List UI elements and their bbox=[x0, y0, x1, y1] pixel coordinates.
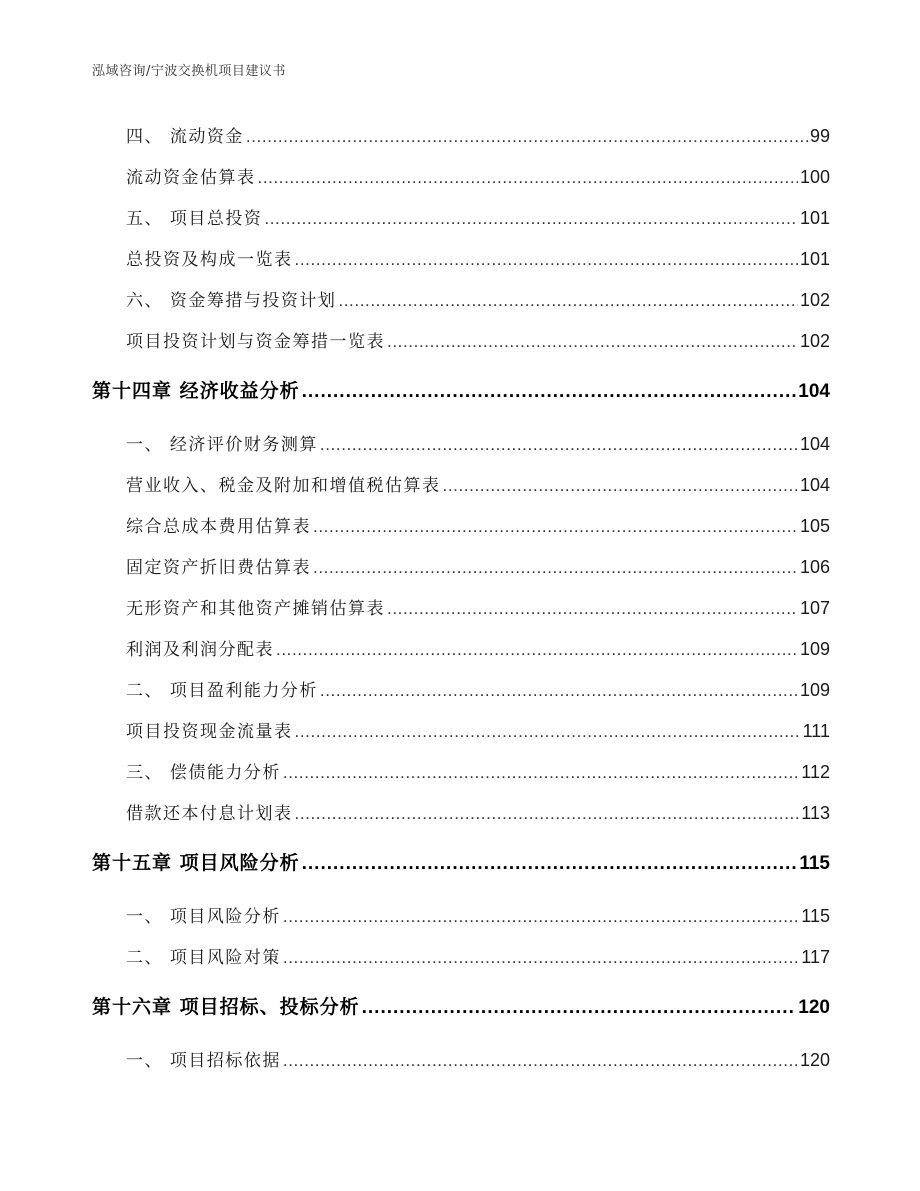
toc-page-number: 115 bbox=[801, 906, 830, 926]
toc-dot-leader bbox=[295, 804, 800, 824]
toc-section-entry[interactable] bbox=[92, 676, 830, 701]
toc-page-number: 102 bbox=[799, 331, 830, 351]
toc-dot-leader bbox=[283, 948, 799, 968]
toc-page-number: 105 bbox=[799, 516, 830, 536]
toc-section-entry[interactable] bbox=[92, 902, 830, 927]
toc-section-entry[interactable] bbox=[92, 286, 830, 311]
toc-section-entry[interactable] bbox=[92, 163, 830, 188]
toc-section-entry[interactable] bbox=[92, 430, 830, 455]
toc-entry-title: 一、 项目招标依据 bbox=[126, 1051, 281, 1071]
toc-page-number: 104 bbox=[799, 475, 830, 495]
toc-entry-title: 流动资金估算表 bbox=[126, 168, 256, 188]
toc-dot-leader bbox=[283, 763, 799, 783]
toc-entry-title: 第十六章 项目招标、投标分析 bbox=[92, 996, 360, 1018]
toc-dot-leader bbox=[338, 291, 798, 311]
toc-dot-leader bbox=[258, 168, 798, 188]
toc-entry-title: 四、 流动资金 bbox=[126, 127, 244, 147]
toc-dot-leader bbox=[295, 722, 801, 742]
toc-page-number: 104 bbox=[798, 381, 830, 402]
toc-dot-leader bbox=[320, 681, 798, 701]
toc-dot-leader bbox=[387, 599, 798, 619]
toc-entry-title: 三、 偿债能力分析 bbox=[126, 763, 281, 783]
toc-entry-title: 五、 项目总投资 bbox=[126, 209, 263, 229]
toc-dot-leader bbox=[387, 332, 798, 352]
toc-page-number: 109 bbox=[799, 680, 830, 700]
toc-section-entry[interactable] bbox=[92, 327, 830, 352]
toc-dot-leader bbox=[264, 209, 798, 229]
toc-section-entry[interactable] bbox=[92, 471, 830, 496]
toc-entry-title: 项目投资计划与资金筹措一览表 bbox=[126, 332, 385, 352]
toc-page-number: 109 bbox=[799, 639, 830, 659]
toc-entry-title: 一、 项目风险分析 bbox=[126, 907, 281, 927]
running-header: 泓域咨询/宁波交换机项目建议书 bbox=[92, 64, 286, 79]
toc-section-entry[interactable] bbox=[92, 1046, 830, 1071]
toc-page-number: 99 bbox=[809, 126, 830, 146]
toc-section-entry[interactable] bbox=[92, 594, 830, 619]
toc-dot-leader bbox=[295, 250, 798, 270]
toc-chapter-entry[interactable] bbox=[92, 992, 830, 1019]
toc-section-entry[interactable] bbox=[92, 717, 830, 742]
toc-section-entry[interactable] bbox=[92, 122, 830, 147]
toc-entry-title: 项目投资现金流量表 bbox=[126, 722, 293, 742]
toc-page-number: 102 bbox=[799, 290, 830, 310]
toc-dot-leader bbox=[283, 1051, 798, 1071]
toc-dot-leader bbox=[302, 381, 797, 403]
toc-dot-leader bbox=[276, 640, 798, 660]
toc-chapter-entry[interactable] bbox=[92, 376, 830, 403]
toc-dot-leader bbox=[302, 853, 798, 875]
toc-page-number: 106 bbox=[799, 557, 830, 577]
toc-page-number: 107 bbox=[799, 598, 830, 618]
toc-page-number: 120 bbox=[799, 1050, 830, 1070]
toc-section-entry[interactable] bbox=[92, 758, 830, 783]
toc-section-entry[interactable] bbox=[92, 245, 830, 270]
toc-page-number: 117 bbox=[801, 947, 830, 967]
toc-entry-title: 无形资产和其他资产摊销估算表 bbox=[126, 599, 385, 619]
toc-section-entry[interactable] bbox=[92, 553, 830, 578]
toc-dot-leader bbox=[313, 558, 798, 578]
toc-entry-title: 第十五章 项目风险分析 bbox=[92, 852, 300, 874]
toc-page-number: 115 bbox=[799, 853, 830, 874]
toc-section-entry[interactable] bbox=[92, 204, 830, 229]
toc-entry-title: 六、 资金筹措与投资计划 bbox=[126, 291, 337, 311]
toc-entry-title: 综合总成本费用估算表 bbox=[126, 517, 311, 537]
toc-dot-leader bbox=[320, 435, 798, 455]
toc-entry-title: 借款还本付息计划表 bbox=[126, 804, 293, 824]
toc-entry-title: 总投资及构成一览表 bbox=[126, 250, 293, 270]
toc-entry-title: 固定资产折旧费估算表 bbox=[126, 558, 311, 578]
toc-chapter-entry[interactable] bbox=[92, 848, 830, 875]
toc-entry-title: 二、 项目风险对策 bbox=[126, 948, 281, 968]
toc-dot-leader bbox=[362, 997, 797, 1019]
toc-dot-leader bbox=[246, 127, 808, 147]
toc-page-number: 101 bbox=[799, 249, 830, 269]
toc-page-number: 104 bbox=[799, 434, 830, 454]
toc-entry-title: 第十四章 经济收益分析 bbox=[92, 380, 300, 402]
toc-page-number: 113 bbox=[801, 803, 830, 823]
toc-entry-title: 营业收入、税金及附加和增值税估算表 bbox=[126, 476, 441, 496]
toc-section-entry[interactable] bbox=[92, 943, 830, 968]
toc-page-number: 100 bbox=[799, 167, 830, 187]
toc-section-entry[interactable] bbox=[92, 512, 830, 537]
toc-page-number: 112 bbox=[801, 762, 830, 782]
toc-section-entry[interactable] bbox=[92, 635, 830, 660]
toc-dot-leader bbox=[283, 907, 799, 927]
toc-dot-leader bbox=[313, 517, 798, 537]
toc-section-entry[interactable] bbox=[92, 799, 830, 824]
toc-page-number: 120 bbox=[798, 997, 830, 1018]
toc-page-number: 101 bbox=[799, 208, 830, 228]
toc-entry-title: 二、 项目盈利能力分析 bbox=[126, 681, 318, 701]
toc-entry-title: 一、 经济评价财务测算 bbox=[126, 435, 318, 455]
toc-dot-leader bbox=[443, 476, 798, 496]
toc-page-number: 111 bbox=[802, 721, 830, 741]
toc-entry-title: 利润及利润分配表 bbox=[126, 640, 274, 660]
